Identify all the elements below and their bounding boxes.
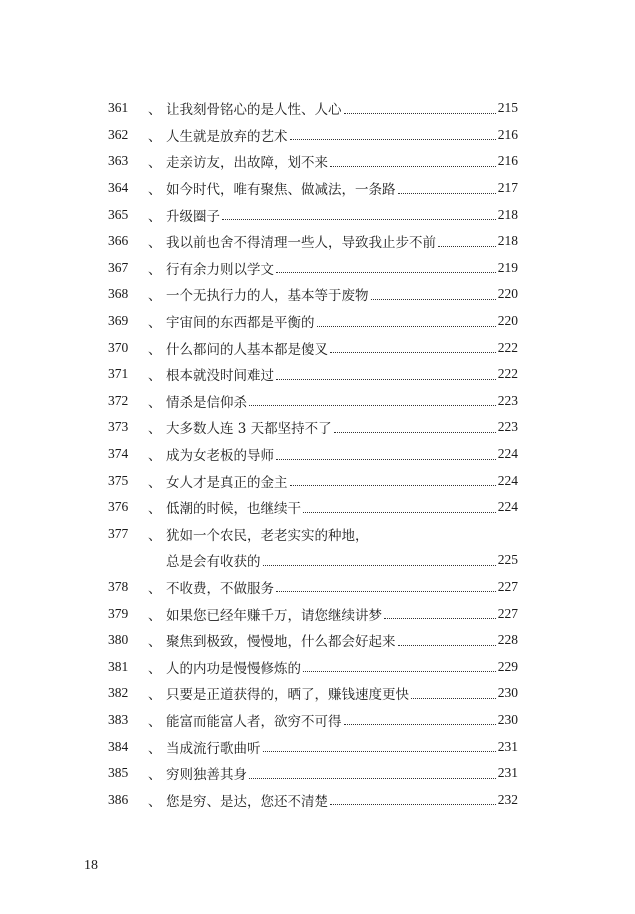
toc-dot-leader [276, 459, 496, 460]
toc-entry-separator: 、 [148, 368, 162, 385]
toc-entry-page: 231 [497, 765, 518, 781]
toc-entry-title: 宇宙间的东西都是平衡的 [166, 315, 315, 332]
toc-entry-title: 不收费，不做服务 [166, 580, 274, 597]
toc-entry-number: 366 [108, 233, 129, 249]
toc-entry-title: 您是穷、是达，您还不清楚 [166, 793, 328, 810]
toc-entry-number: 363 [108, 153, 129, 169]
toc-entry[interactable] [108, 122, 518, 149]
toc-entry-separator: 、 [148, 155, 162, 172]
toc-entry[interactable] [108, 574, 518, 601]
toc-entry-title: 情杀是信仰杀 [166, 394, 247, 411]
toc-dot-leader [263, 751, 496, 752]
toc-entry-number: 380 [108, 632, 129, 648]
toc-entry-separator: 、 [148, 580, 162, 597]
toc-entry[interactable] [108, 388, 518, 415]
toc-entry-separator: 、 [148, 315, 162, 332]
toc-entry-page: 227 [497, 578, 518, 594]
toc-dot-leader [398, 193, 496, 194]
toc-dot-leader [303, 512, 496, 513]
toc-entry-separator: 、 [148, 660, 162, 677]
toc-entry[interactable] [108, 786, 518, 813]
toc-entry-number: 375 [108, 472, 129, 488]
toc-dot-leader [371, 299, 496, 300]
toc-entry[interactable] [108, 653, 518, 680]
toc-entry-separator: 、 [148, 448, 162, 465]
toc-entry-page: 230 [497, 685, 518, 701]
toc-entry[interactable] [108, 201, 518, 228]
toc-entry[interactable] [108, 308, 518, 335]
toc-entry-title: 能富而能富人者，欲穷不可得 [166, 713, 342, 730]
toc-entry-title: 犹如一个农民，老老实实的种地， [166, 527, 369, 544]
toc-dot-leader [222, 219, 496, 220]
toc-dot-leader [330, 352, 496, 353]
toc-entry-title: 什么都问的人基本都是傻叉 [166, 341, 328, 358]
toc-entry-number: 382 [108, 685, 129, 701]
toc-dot-leader [330, 804, 496, 805]
toc-entry-number: 370 [108, 339, 129, 355]
toc-entry-number: 379 [108, 605, 129, 621]
toc-entry-page: 229 [497, 658, 518, 674]
toc-entry-number: 364 [108, 180, 129, 196]
table-of-contents [108, 95, 518, 813]
toc-entry-page: 215 [497, 100, 518, 116]
toc-entry-number: 377 [108, 525, 129, 541]
toc-entry-number: 365 [108, 206, 129, 222]
toc-dot-leader [317, 326, 496, 327]
toc-dot-leader [344, 724, 496, 725]
toc-entry[interactable] [108, 175, 518, 202]
toc-entry-number: 374 [108, 446, 129, 462]
toc-entry[interactable] [108, 680, 518, 707]
toc-entry-separator: 、 [148, 394, 162, 411]
toc-entry[interactable] [108, 467, 518, 494]
toc-entry-number: 372 [108, 392, 129, 408]
toc-dot-leader [344, 113, 496, 114]
toc-entry-separator: 、 [148, 421, 162, 438]
toc-entry-page: 217 [497, 180, 518, 196]
toc-entry-page: 218 [497, 206, 518, 222]
toc-entry-title: 只要是正道获得的，晒了，赚钱速度更快 [166, 687, 409, 704]
toc-entry-number: 368 [108, 286, 129, 302]
toc-entry-title: 当成流行歌曲听 [166, 740, 261, 757]
toc-entry-page: 230 [497, 711, 518, 727]
toc-dot-leader [249, 778, 496, 779]
toc-entry[interactable] [108, 627, 518, 654]
toc-entry-separator: 、 [148, 687, 162, 704]
toc-entry-page: 222 [497, 339, 518, 355]
toc-entry-page: 223 [497, 392, 518, 408]
toc-entry-separator: 、 [148, 634, 162, 651]
toc-entry-page: 218 [497, 233, 518, 249]
toc-entry[interactable] [108, 521, 518, 548]
toc-dot-leader [398, 645, 496, 646]
toc-entry[interactable] [108, 148, 518, 175]
toc-entry-separator: 、 [148, 607, 162, 624]
toc-entry-page: 224 [497, 472, 518, 488]
toc-entry[interactable] [108, 281, 518, 308]
toc-entry-page: 216 [497, 153, 518, 169]
toc-entry-title: 大多数人连 3 天都坚持不了 [166, 421, 332, 438]
toc-entry-separator: 、 [148, 527, 162, 544]
toc-entry[interactable] [108, 760, 518, 787]
toc-entry[interactable] [108, 414, 518, 441]
toc-entry-page: 232 [497, 791, 518, 807]
toc-entry[interactable] [108, 600, 518, 627]
page-number: 18 [84, 858, 98, 873]
toc-entry-page: 224 [497, 446, 518, 462]
toc-entry-page: 224 [497, 499, 518, 515]
toc-entry[interactable] [108, 228, 518, 255]
toc-dot-leader [384, 618, 496, 619]
toc-entry-separator: 、 [148, 261, 162, 278]
toc-entry-number: 369 [108, 313, 129, 329]
toc-dot-leader [330, 166, 496, 167]
toc-entry-separator: 、 [148, 235, 162, 252]
toc-entry-page: 231 [497, 738, 518, 754]
toc-entry-number: 371 [108, 366, 129, 382]
toc-entry-page: 225 [497, 552, 518, 568]
toc-entry[interactable] [108, 494, 518, 521]
toc-entry[interactable] [108, 733, 518, 760]
toc-entry-separator: 、 [148, 102, 162, 119]
toc-dot-leader [438, 246, 496, 247]
toc-entry-number: 378 [108, 578, 129, 594]
toc-entry-separator: 、 [148, 474, 162, 491]
toc-entry-title: 一个无执行力的人，基本等于废物 [166, 288, 369, 305]
toc-entry-title: 女人才是真正的金主 [166, 474, 288, 491]
toc-entry[interactable] [108, 441, 518, 468]
toc-entry-title: 穷则独善其身 [166, 767, 247, 784]
toc-entry-page: 219 [497, 259, 518, 275]
toc-entry-number: 367 [108, 259, 129, 275]
toc-entry-page: 222 [497, 366, 518, 382]
toc-entry-separator: 、 [148, 740, 162, 757]
toc-entry-separator: 、 [148, 501, 162, 518]
toc-entry-page: 216 [497, 126, 518, 142]
toc-entry-continuation[interactable] [108, 547, 518, 574]
toc-entry-title: 人生就是放弃的艺术 [166, 128, 288, 145]
toc-entry[interactable] [108, 361, 518, 388]
toc-entry-number: 383 [108, 711, 129, 727]
toc-entry-number: 381 [108, 658, 129, 674]
toc-entry-title: 聚焦到极致，慢慢地，什么都会好起来 [166, 634, 396, 651]
toc-entry-title: 如果您已经年赚千万，请您继续讲梦 [166, 607, 382, 624]
toc-entry-title: 低潮的时候，也继续干 [166, 501, 301, 518]
toc-dot-leader [276, 272, 496, 273]
toc-dot-leader [263, 565, 496, 566]
toc-dot-leader [290, 485, 496, 486]
toc-dot-leader [249, 405, 496, 406]
toc-dot-leader [303, 671, 496, 672]
toc-dot-leader [276, 379, 496, 380]
toc-entry-title: 成为女老板的导师 [166, 448, 274, 465]
toc-entry-title: 如今时代，唯有聚焦、做减法，一条路 [166, 182, 396, 199]
toc-entry-number: 385 [108, 765, 129, 781]
toc-entry-title: 根本就没时间难过 [166, 368, 274, 385]
toc-entry-separator: 、 [148, 341, 162, 358]
toc-entry-separator: 、 [148, 182, 162, 199]
toc-entry-title: 人的内功是慢慢修炼的 [166, 660, 301, 677]
toc-entry-title-continued: 总是会有收获的 [166, 554, 261, 571]
toc-entry-number: 373 [108, 419, 129, 435]
toc-dot-leader [334, 432, 496, 433]
toc-entry-separator: 、 [148, 208, 162, 225]
toc-entry-number: 384 [108, 738, 129, 754]
toc-entry-page: 220 [497, 313, 518, 329]
toc-entry[interactable] [108, 334, 518, 361]
toc-entry-separator: 、 [148, 793, 162, 810]
toc-entry-title: 让我刻骨铭心的是人性、人心 [166, 102, 342, 119]
toc-entry-page: 220 [497, 286, 518, 302]
toc-entry-number: 376 [108, 499, 129, 515]
toc-entry-title: 我以前也舍不得清理一些人，导致我止步不前 [166, 235, 436, 252]
toc-entry-separator: 、 [148, 713, 162, 730]
toc-entry[interactable] [108, 255, 518, 282]
toc-entry-page: 223 [497, 419, 518, 435]
toc-entry-number: 386 [108, 791, 129, 807]
toc-entry-page: 227 [497, 605, 518, 621]
toc-entry-separator: 、 [148, 288, 162, 305]
toc-dot-leader [411, 698, 496, 699]
toc-dot-leader [290, 139, 496, 140]
toc-entry-title: 行有余力则以学文 [166, 261, 274, 278]
toc-entry[interactable] [108, 707, 518, 734]
toc-entry-title: 走亲访友，出故障，划不来 [166, 155, 328, 172]
toc-entry-separator: 、 [148, 767, 162, 784]
toc-dot-leader [276, 591, 496, 592]
toc-entry[interactable] [108, 95, 518, 122]
toc-entry-separator: 、 [148, 128, 162, 145]
toc-entry-page: 228 [497, 632, 518, 648]
toc-entry-title: 升级圈子 [166, 208, 220, 225]
toc-entry-number: 362 [108, 126, 129, 142]
toc-entry-number: 361 [108, 100, 129, 116]
